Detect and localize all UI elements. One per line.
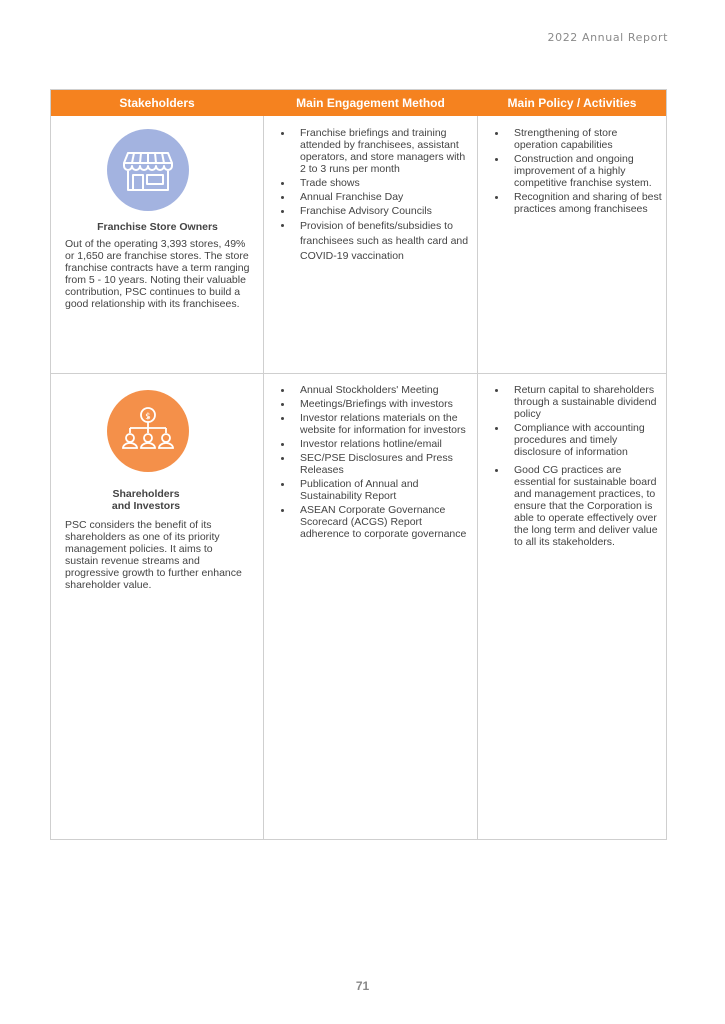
list-item: Meetings/Briefings with investors: [278, 398, 472, 410]
column-header-stakeholders: Stakeholders: [119, 96, 195, 110]
engagement-list: [278, 384, 472, 542]
column-divider: [477, 116, 478, 839]
column-header-engagement: Main Engagement Method: [296, 96, 445, 110]
list-item: ASEAN Corporate Governance Scorecard (ACGS) Report adherence to corporate governance: [278, 504, 472, 540]
stakeholder-name: Franchise Store Owners: [97, 221, 218, 233]
storefront-icon: [107, 129, 189, 211]
column-header-policy: Main Policy / Activities: [507, 96, 637, 110]
engagement-list: [278, 127, 472, 266]
list-item: Trade shows: [278, 177, 472, 189]
svg-text:$: $: [145, 412, 151, 422]
stakeholder-table: [50, 89, 667, 840]
list-item: Strengthening of store operation capabilities: [492, 127, 662, 151]
stakeholder-name-line: Shareholders: [112, 488, 180, 500]
stakeholder-description: Out of the operating 3,393 stores, 49% or 1,650 are franchise stores. The store franchise contracts have a term ranging from 5 - 10 years. Noting their valuable contribution, PSC continues to build a good relationship with its franchisees.: [65, 238, 250, 310]
policy-list: [492, 384, 662, 550]
row-divider: [51, 373, 666, 374]
stakeholder-name: [81, 488, 211, 512]
list-item: Annual Franchise Day: [278, 191, 472, 203]
list-item: Provision of benefits/subsidies to franchisees such as health card and COVID-19 vaccination: [278, 219, 472, 264]
list-item: Return capital to shareholders through a sustainable dividend policy: [492, 384, 662, 420]
policy-list: [492, 127, 662, 217]
list-item: Good CG practices are essential for sustainable board and management practices, to ensure that the Corporation is able to operate effectively over the long term and deliver value to all its stakeholders.: [492, 464, 662, 548]
list-item: Investor relations hotline/email: [278, 438, 472, 450]
investors-icon: [107, 390, 189, 472]
table-header: [51, 90, 666, 116]
list-item: Annual Stockholders' Meeting: [278, 384, 472, 396]
list-item: Franchise briefings and training attended by franchisees, assistant operators, and store managers with 2 to 3 runs per month: [278, 127, 472, 175]
list-item: Recognition and sharing of best practices among franchisees: [492, 191, 662, 215]
list-item: Compliance with accounting procedures and timely disclosure of information: [492, 422, 662, 458]
list-item: Investor relations materials on the website for information for investors: [278, 412, 472, 436]
report-title: 2022 Annual Report: [547, 31, 668, 44]
page-number: 71: [355, 979, 370, 993]
list-item: Construction and ongoing improvement of a highly competitive franchise system.: [492, 153, 662, 189]
stakeholder-name-line: and Investors: [111, 500, 181, 512]
list-item: SEC/PSE Disclosures and Press Releases: [278, 452, 472, 476]
list-item: Franchise Advisory Councils: [278, 205, 472, 217]
stakeholder-description: PSC considers the benefit of its shareholders as one of its priority management policies. It aims to sustain revenue streams and progressive growth to further enhance shareholder value.: [65, 519, 242, 591]
column-divider: [263, 116, 264, 839]
list-item: Publication of Annual and Sustainability Report: [278, 478, 472, 502]
